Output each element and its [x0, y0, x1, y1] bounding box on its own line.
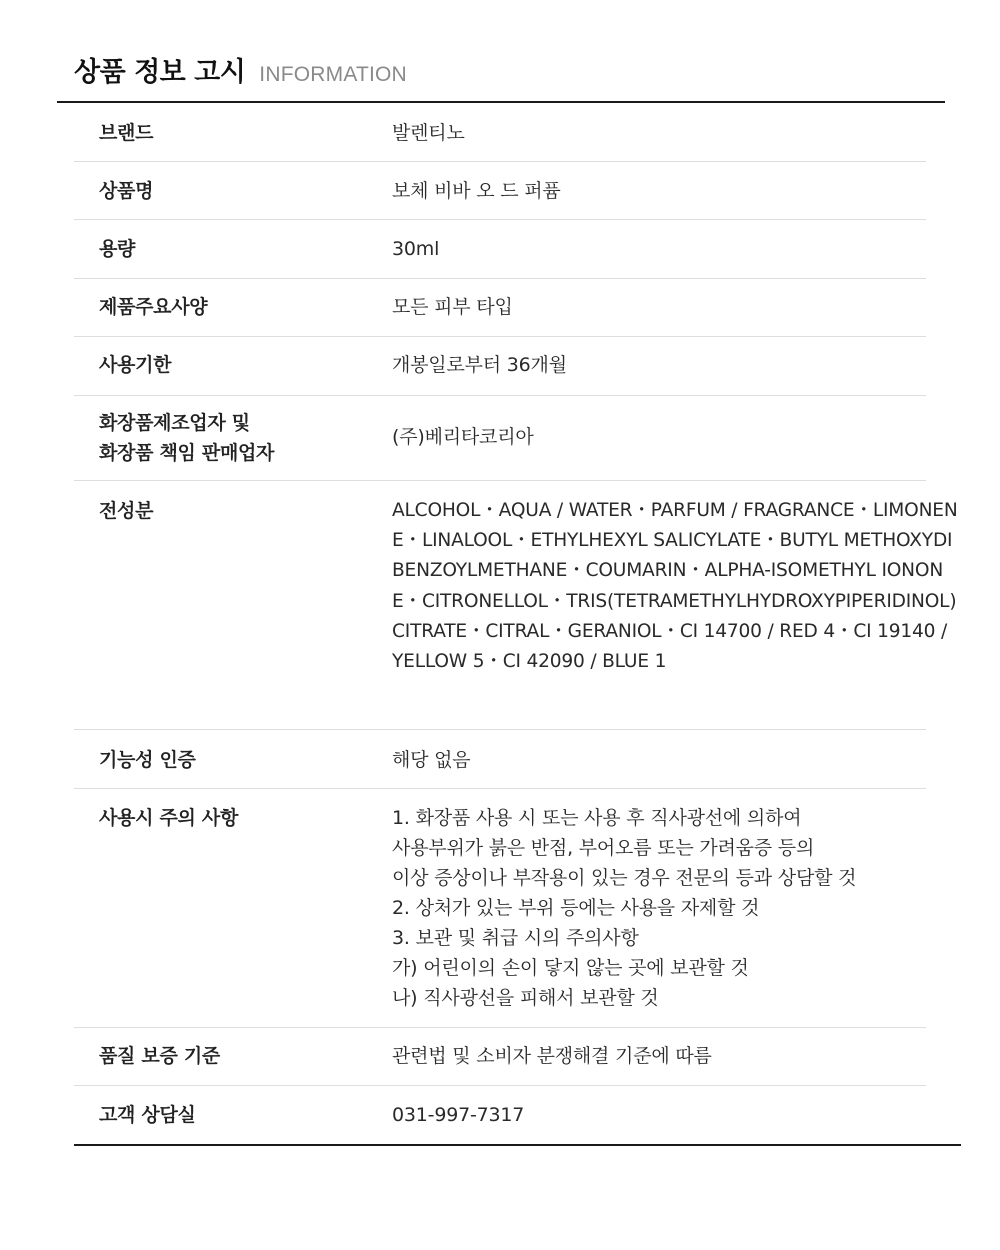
- row-label: 브랜드: [99, 122, 154, 144]
- row-main-spec: [74, 279, 961, 337]
- precaution-line: 이상 증상이나 부작용이 있는 경우 전문의 등과 상담할 것: [392, 867, 857, 889]
- section-header: [74, 50, 407, 90]
- row-certification: [74, 730, 961, 789]
- row-precautions: [74, 789, 961, 1028]
- row-value: [392, 803, 961, 1028]
- row-customer-service: [74, 1086, 961, 1146]
- row-label: 용량: [99, 238, 136, 260]
- row-label: 기능성 인증: [99, 749, 196, 771]
- row-expiry: [74, 337, 961, 396]
- row-value: 개봉일로부터 36개월: [392, 354, 567, 376]
- precaution-line: 2. 상처가 있는 부위 등에는 사용을 자제할 것: [392, 897, 760, 919]
- precaution-line: 1. 화장품 사용 시 또는 사용 후 직사광선에 의하여: [392, 807, 802, 829]
- row-label: 상품명: [99, 180, 154, 202]
- row-value: 30ml: [392, 238, 440, 260]
- row-label: 사용기한: [99, 354, 172, 376]
- row-value: 모든 피부 타입: [392, 296, 513, 318]
- row-label: 고객 상담실: [99, 1104, 196, 1126]
- row-product-name: [74, 162, 961, 220]
- row-label: 제품주요사양: [99, 296, 208, 318]
- row-label: 사용시 주의 사항: [99, 807, 239, 829]
- row-label: 품질 보증 기준: [99, 1045, 220, 1067]
- row-volume: [74, 220, 961, 279]
- row-ingredients: [74, 481, 961, 730]
- row-value: ALCOHOL・AQUA / WATER・PARFUM / FRAGRANCE・LIMONENE・LINALOOL・ETHYLHEXYL SALICYLATE・BUTYL METHOXYDIBENZOYLMETHANE・COUMARIN・ALPHA-ISOMETHYL IONONE・CITRONELLOL・TRIS(TETRAMETHYLHYDROXYPIPERIDINOL) CITRATE・CITRAL・GERANIOL・CI 14700 / RED 4・CI 19140 / YELLOW 5・CI 42090 / BLUE 1: [392, 500, 958, 673]
- page-subtitle: INFORMATION: [259, 63, 407, 86]
- row-label: [74, 408, 392, 481]
- row-label: 전성분: [99, 500, 154, 522]
- row-brand: [74, 103, 961, 162]
- product-info-table: [74, 103, 961, 1146]
- precaution-line: 3. 보관 및 취급 시의 주의사항: [392, 927, 639, 949]
- row-label-line: 화장품제조업자 및: [99, 412, 250, 434]
- row-label-line: 화장품 책임 판매업자: [99, 442, 275, 464]
- row-manufacturer: [74, 396, 961, 481]
- row-value: 발렌티노: [392, 122, 465, 144]
- precaution-line: 사용부위가 붉은 반점, 부어오름 또는 가려움증 등의: [392, 837, 815, 859]
- page-title: 상품 정보 고시: [74, 57, 246, 88]
- row-value: 관련법 및 소비자 분쟁해결 기준에 따름: [392, 1045, 712, 1067]
- row-value: 031-997-7317: [392, 1104, 525, 1126]
- row-value: 해당 없음: [392, 749, 471, 771]
- row-value: 보체 비바 오 드 퍼퓸: [392, 180, 561, 202]
- row-quality: [74, 1028, 961, 1086]
- precaution-line: 나) 직사광선을 피해서 보관할 것: [392, 987, 659, 1009]
- precaution-line: 가) 어린이의 손이 닿지 않는 곳에 보관할 것: [392, 957, 749, 979]
- row-value: (주)베리타코리아: [392, 426, 534, 448]
